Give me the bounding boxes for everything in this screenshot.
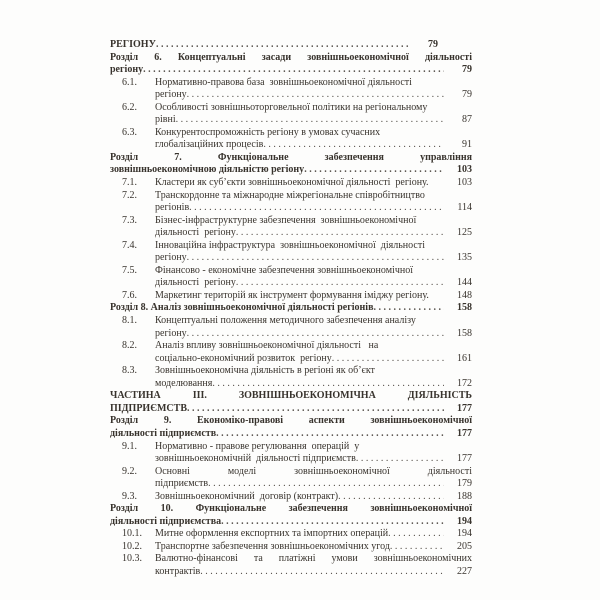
toc-page-number: 103 [457, 177, 472, 189]
toc-page-number: 125 [457, 227, 472, 239]
toc-line: Концептуальні положення методичного забезпечення аналізу [155, 315, 416, 327]
toc-entry-body [155, 190, 472, 215]
toc-entry-body [155, 177, 472, 190]
dot-leader-icon [356, 453, 444, 466]
toc-line-text: Розділ 8. Аналіз зовнішньоекономічної діяльності регіонів [110, 302, 374, 314]
toc-last-line [155, 478, 472, 491]
toc-entry-body [110, 52, 472, 77]
toc-line: Бізнес-інфраструктурне забезпечення зовнішньоекономічної [155, 214, 417, 226]
toc-entry-number: 7.2. [122, 189, 137, 201]
toc-page-number: 79 [462, 89, 472, 101]
dot-leader-icon [216, 428, 444, 441]
toc-entry [110, 177, 472, 190]
toc-last-line [155, 491, 472, 504]
dot-leader-icon [263, 139, 444, 152]
toc-line-text: регіонів [155, 202, 190, 214]
toc-entry [110, 441, 472, 466]
toc-page-number: 114 [457, 202, 472, 214]
toc-entry [110, 190, 472, 215]
toc-entry-body [155, 553, 472, 578]
toc-line-text: зовнішньоекономічною діяльністю регіону [110, 164, 305, 176]
dot-leader-icon [187, 89, 444, 102]
toc-page-number: 177 [457, 453, 472, 465]
toc-line-text: Маркетинг територій як інструмент формування іміджу регіону. [155, 289, 429, 301]
toc-entry-body [155, 541, 472, 554]
toc-page-number: 194 [457, 528, 472, 540]
toc-page-number: 188 [457, 490, 472, 502]
toc-line-text: діяльності підприємств [110, 427, 217, 439]
toc-page-number: 91 [462, 139, 472, 151]
toc-line-text: моделювання [155, 377, 213, 389]
toc-entry [110, 466, 472, 491]
toc-page-number: 227 [457, 565, 472, 577]
toc-page-number: 79 [428, 39, 438, 50]
toc-line: Розділ 9. Економіко-правові аспекти зовнішньоекономічної [110, 415, 472, 427]
dot-leader-icon [304, 164, 444, 177]
toc-line: Аналіз впливу зовнішньоекономічної діяльності на [155, 340, 379, 352]
toc-entry-body [110, 302, 472, 315]
toc-last-line [110, 403, 472, 416]
toc-page-number: 172 [457, 377, 472, 389]
toc-line-text: Кластери як суб’єкти зовнішньоекономічної діяльності регіону. [155, 177, 429, 189]
toc-last-line [110, 302, 472, 315]
toc-entry [110, 553, 472, 578]
toc-page-number: 87 [462, 114, 472, 126]
toc-entry-body [155, 240, 472, 265]
toc-entry-number: 6.3. [122, 126, 137, 138]
toc-line: Валютно-фінансові та платіжні умови зовнішньоекономічних [155, 553, 472, 565]
dot-leader-icon [338, 491, 444, 504]
toc-line-text: контрактів [155, 565, 201, 577]
dot-leader-icon [200, 566, 444, 579]
toc-entry-body [155, 466, 472, 491]
toc-entry [110, 365, 472, 390]
toc-entry-body [155, 102, 472, 127]
toc-last-line [155, 89, 472, 102]
toc-entry-number: 10.2. [122, 540, 142, 552]
toc-entry-body [155, 441, 472, 466]
toc-last-line [155, 378, 472, 391]
toc-entry-number: 10.1. [122, 528, 142, 540]
toc-last-line [110, 428, 472, 441]
toc-entry-body [155, 215, 472, 240]
toc-entry [110, 39, 472, 52]
toc-last-line [155, 252, 472, 265]
toc-page-number: 177 [457, 427, 472, 439]
toc-last-line [110, 39, 438, 52]
toc-last-line [155, 453, 472, 466]
toc-line: Транскордонне та міжнародне міжрегіональне співробітництво [155, 189, 425, 201]
toc-entry-number: 10.3. [122, 553, 142, 565]
toc-last-line [155, 528, 472, 541]
toc-line-text: Зовнішньоекономічний договір (контракт) [155, 490, 339, 502]
toc-line-text: регіону [155, 327, 187, 339]
toc-list [110, 39, 472, 579]
toc-line-text: підприємств [155, 478, 209, 490]
toc-entry-number: 9.1. [122, 440, 137, 452]
toc-entry-body [110, 503, 472, 528]
toc-entry-number: 7.4. [122, 239, 137, 251]
toc-line-text: ПІДПРИЄМСТВ [110, 402, 187, 414]
toc-entry [110, 265, 472, 290]
toc-last-line [110, 64, 472, 77]
dot-leader-icon [143, 64, 444, 77]
toc-entry-number: 8.1. [122, 315, 137, 327]
toc-entry-number: 7.1. [122, 177, 137, 189]
toc-entry [110, 415, 472, 440]
dot-leader-icon [208, 478, 444, 491]
toc-last-line [155, 114, 472, 127]
toc-line-text: регіону [155, 89, 187, 101]
toc-entry [110, 240, 472, 265]
toc-last-line [155, 541, 472, 554]
toc-line-text: РЕГІОНУ [110, 39, 156, 50]
toc-page-number: 158 [457, 327, 472, 339]
toc-entry-body [155, 365, 472, 390]
toc-page-number: 177 [457, 402, 472, 414]
toc-line-text: регіону [110, 64, 144, 76]
toc-page-number: 103 [457, 164, 472, 176]
toc-page-number: 158 [457, 302, 472, 314]
toc-entry [110, 215, 472, 240]
toc-line-text: діяльності регіону [155, 227, 236, 239]
toc-line-text: регіону [155, 252, 187, 264]
toc-page-number: 205 [457, 540, 472, 552]
toc-line: Розділ 7. Функціональне забезпечення управління [110, 151, 472, 163]
toc-entry [110, 491, 472, 504]
toc-page-number: 79 [462, 64, 472, 76]
toc-page-number: 135 [457, 252, 472, 264]
toc-entry-body [155, 528, 472, 541]
toc-entry [110, 52, 472, 77]
toc-last-line [155, 177, 472, 190]
toc-last-line [155, 277, 472, 290]
toc-entry [110, 340, 472, 365]
toc-entry [110, 503, 472, 528]
toc-line: Розділ 6. Концептуальні засади зовнішньоекономічної діяльності [110, 51, 472, 63]
toc-line-text: соціально-економічний розвиток регіону [155, 352, 332, 364]
toc-entry [110, 302, 472, 315]
toc-entry-number: 6.1. [122, 76, 137, 88]
dot-leader-icon [390, 541, 444, 554]
toc-entry [110, 102, 472, 127]
toc-entry-number: 7.6. [122, 289, 137, 301]
toc-last-line [110, 164, 472, 177]
toc-entry-number: 8.3. [122, 365, 137, 377]
toc-entry [110, 152, 472, 177]
toc-entry-body [155, 77, 472, 102]
toc-last-line [155, 353, 472, 366]
toc-entry [110, 290, 472, 303]
toc-entry [110, 77, 472, 102]
toc-line: Основні моделі зовнішньоекономічної діяльності [155, 465, 472, 477]
toc-last-line [155, 328, 472, 341]
toc-line: Фінансово - економічне забезпечення зовнішньоекономічної [155, 264, 413, 276]
toc-line-text: Транспортне забезпечення зовнішньоекономічних угод [155, 540, 390, 552]
toc-line-text: Митне оформлення експортних та імпортних операцій [155, 528, 389, 540]
toc-entry [110, 390, 472, 415]
toc-line-text: зовнішньоекономічній діяльності підприємств [155, 453, 356, 465]
toc-last-line [155, 139, 472, 152]
toc-last-line [155, 290, 472, 303]
toc-entry-body [110, 415, 472, 440]
toc-last-line [155, 227, 472, 240]
toc-page-number: 179 [457, 478, 472, 490]
toc-line: Нормативно - правове регулювання операцій у [155, 440, 360, 452]
dot-leader-icon [187, 403, 444, 416]
toc-page-number: 161 [457, 352, 472, 364]
dot-leader-icon [156, 39, 410, 52]
toc-entry-body [110, 39, 438, 52]
toc-entry-number: 7.3. [122, 214, 137, 226]
toc-entry-body [155, 340, 472, 365]
dot-leader-icon [373, 302, 444, 315]
toc-entry-number: 8.2. [122, 340, 137, 352]
toc-entry-body [155, 315, 472, 340]
toc-page-number: 148 [457, 289, 472, 301]
toc-line: Особливості зовнішньоторговельної політики на регіональному [155, 101, 428, 113]
toc-last-line [155, 566, 472, 579]
toc-line: Конкурентоспроможність регіону в умовах сучасних [155, 126, 381, 138]
dot-leader-icon [332, 353, 444, 366]
toc-line: Розділ 10. Функціональне забезпечення зовнішньоекономічної [110, 503, 472, 515]
toc-entry [110, 127, 472, 152]
dot-leader-icon [187, 252, 444, 265]
toc-entry-body [155, 491, 472, 504]
dot-leader-icon [236, 277, 444, 290]
dot-leader-icon [176, 114, 444, 127]
toc-entry-number: 9.2. [122, 465, 137, 477]
toc-last-line [110, 516, 472, 529]
dot-leader-icon [388, 528, 444, 541]
dot-leader-icon [189, 202, 444, 215]
toc-line-text: діяльності регіону [155, 277, 236, 289]
toc-line: ЧАСТИНА ІІІ. ЗОВНІШНЬОЕКОНОМІЧНА ДІЯЛЬНІСТЬ [110, 390, 472, 402]
toc-line-text: діяльності підприємства [110, 515, 222, 527]
toc-page-number: 194 [457, 515, 472, 527]
toc-line: Зовнішньоекономічна діяльність в регіоні як об’єкт [155, 365, 375, 377]
toc-entry-body [155, 265, 472, 290]
toc-entry [110, 541, 472, 554]
toc-entry-number: 6.2. [122, 101, 137, 113]
toc-entry-number: 7.5. [122, 264, 137, 276]
toc-line-text: рівні [155, 114, 176, 126]
toc-line: Нормативно-правова база зовнішньоекономічної діяльності [155, 76, 412, 88]
toc-entry-body [155, 290, 472, 303]
toc-entry-body [155, 127, 472, 152]
toc-page-number: 144 [457, 277, 472, 289]
toc-last-line [155, 202, 472, 215]
toc-line-text: глобалізаційних процесів [155, 139, 264, 151]
toc-entry-number: 9.3. [122, 490, 137, 502]
toc-line: Інноваційна інфраструктура зовнішньоекономічної діяльності [155, 239, 425, 251]
toc-entry [110, 528, 472, 541]
toc-entry [110, 315, 472, 340]
toc-entry-body [110, 152, 472, 177]
dot-leader-icon [236, 227, 444, 240]
dot-leader-icon [187, 328, 444, 341]
toc-entry-body [110, 390, 472, 415]
dot-leader-icon [212, 378, 444, 391]
dot-leader-icon [221, 516, 444, 529]
